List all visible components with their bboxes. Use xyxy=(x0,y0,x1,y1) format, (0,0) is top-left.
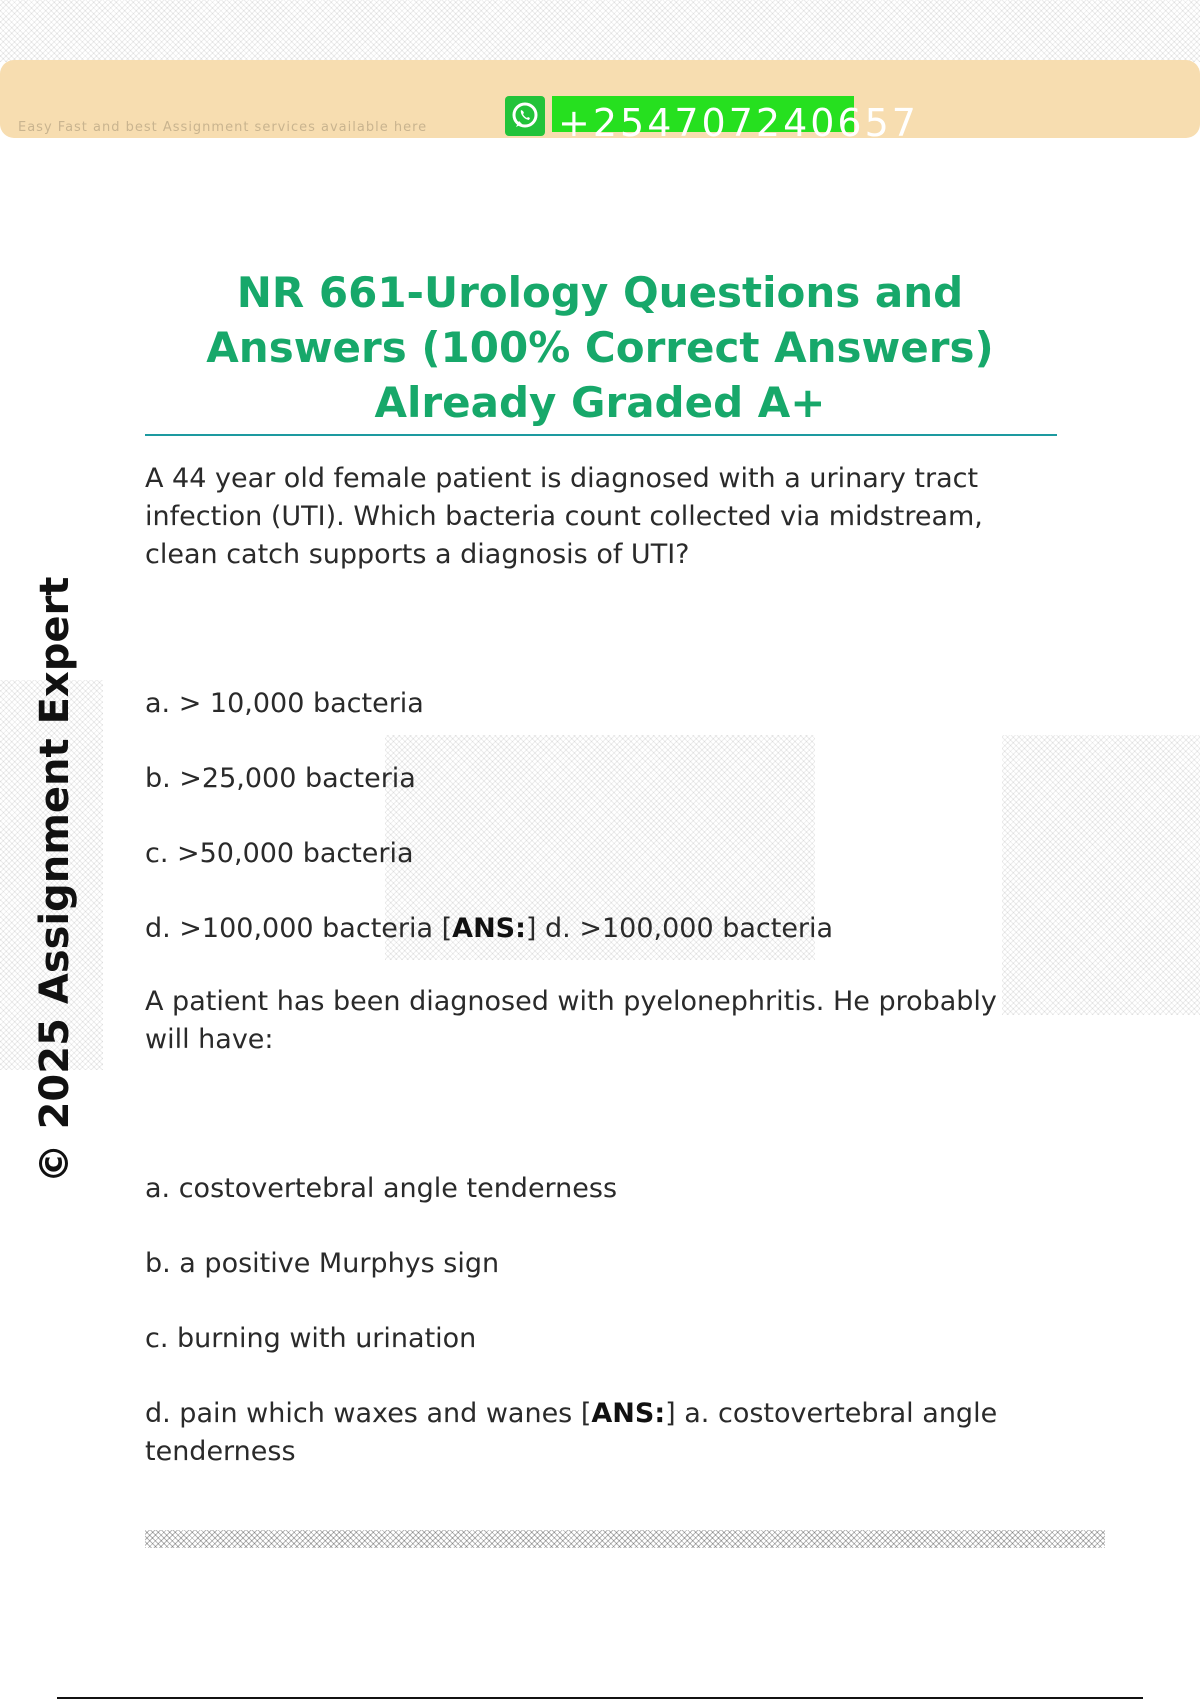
question-1-option-a: a. > 10,000 bacteria xyxy=(145,688,424,719)
title-divider xyxy=(145,434,1057,436)
question-1-text: A 44 year old female patient is diagnosed with a urinary tract infection (UTI). Which bacteria count collected via midstream, clean catch supports a diagnosis of UTI? xyxy=(145,463,983,570)
option-d-text: d. >100,000 bacteria xyxy=(145,913,434,944)
document-title: NR 661-Urology Questions and Answers (100% Correct Answers) Already Graded A+ xyxy=(206,268,994,427)
question-2-option-c: c. burning with urination xyxy=(145,1323,477,1354)
question-2-option-b: b. a positive Murphys sign xyxy=(145,1248,500,1279)
top-pattern-band xyxy=(0,0,1200,62)
option-d-text: d. pain which waxes and wanes xyxy=(145,1398,573,1429)
question-2-text: A patient has been diagnosed with pyelonephritis. He probably will have: xyxy=(145,986,997,1055)
question-2-option-d-with-answer: d. pain which waxes and wanes [ANS:] a. costovertebral angle tenderness xyxy=(145,1398,998,1467)
question-2-option-a: a. costovertebral angle tenderness xyxy=(145,1173,618,1204)
question-1-option-d-with-answer: d. >100,000 bacteria [ANS:] d. >100,000 bacteria xyxy=(145,913,834,944)
copyright-watermark: © 2025 Assignment Expert xyxy=(32,576,78,1184)
whatsapp-icon[interactable] xyxy=(505,96,545,136)
bottom-pattern-strip xyxy=(145,1530,1105,1548)
question-1-option-c: c. >50,000 bacteria xyxy=(145,838,414,869)
question-1-option-b: b. >25,000 bacteria xyxy=(145,763,416,794)
answer-label: ANS: xyxy=(591,1398,666,1429)
footer-divider xyxy=(57,1697,1143,1699)
phone-number[interactable]: +254707240657 xyxy=(552,96,854,132)
answer-text: a. costovertebral angle tenderness xyxy=(145,1398,998,1467)
answer-label: ANS: xyxy=(452,913,526,944)
banner-faint-text: Easy Fast and best Assignment services available here xyxy=(18,120,428,135)
answer-text: d. >100,000 bacteria xyxy=(545,913,834,944)
